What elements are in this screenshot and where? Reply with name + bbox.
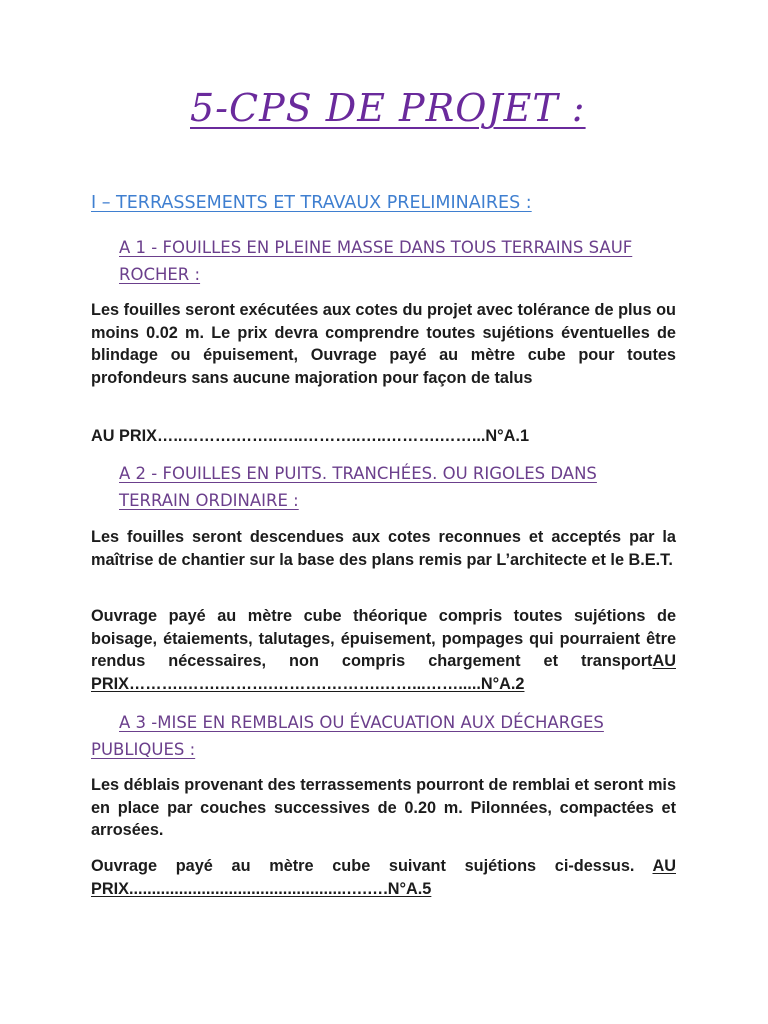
a2-body2 bbox=[91, 605, 676, 695]
a3-body2-text: Ouvrage payé au mètre cube suivant sujétions ci-dessus. bbox=[91, 857, 653, 875]
a3-body1: Les déblais provenant des terrassements pourront de remblai et seront mis en place par couches successives de 0.20 m. Pilonnées, compactées et arrosées. bbox=[91, 776, 676, 840]
a3-price: AU PRIX................................................….….N°A.5 bbox=[91, 857, 676, 898]
a2-body2-text: Ouvrage payé au mètre cube théorique compris toutes sujétions de boisage, étaiements, talutages, épuisement, pompages qui pourraient être rendus nécessaires, non compris chargement et transport bbox=[91, 607, 676, 671]
a2-heading bbox=[119, 460, 597, 514]
a3-heading bbox=[91, 709, 676, 763]
page-title: 5-CPS DE PROJET : bbox=[190, 86, 586, 130]
a1-price: AU PRIX…..……….……..…..………..…..……….……...N°A.1 bbox=[91, 427, 529, 445]
a3-heading-line1: A 3 -MISE EN REMBLAIS OU ÉVACUATION AUX DÉCHARGES bbox=[119, 713, 604, 732]
a2-heading-line1: A 2 - FOUILLES EN PUITS. TRANCHÉES. OU RIGOLES DANS bbox=[119, 464, 597, 483]
a1-heading-line1: A 1 - FOUILLES EN PLEINE MASSE DANS TOUS TERRAINS SAUF bbox=[119, 238, 633, 257]
a1-body: Les fouilles seront exécutées aux cotes du projet avec tolérance de plus ou moins 0.02 m. Le prix devra comprendre toutes sujétions éventuelles de blindage ou épuisement, Ouvrage payé au mètre cube pour toutes profondeurs sans aucune majoration pour façon de talus bbox=[91, 301, 676, 387]
a3-heading-line2: PUBLIQUES : bbox=[91, 740, 196, 759]
a3-body2 bbox=[91, 855, 676, 900]
a2-body1: Les fouilles seront descendues aux cotes reconnues et acceptés par la maîtrise de chantier sur la base des plans remis par L’architecte et le B.E.T. bbox=[91, 528, 676, 569]
a1-heading bbox=[119, 234, 632, 288]
a2-price: AU PRIX……….…….……….……….……….……...…….....N°A.2 bbox=[91, 652, 676, 693]
a1-heading-line2: ROCHER : bbox=[119, 265, 201, 284]
a2-heading-line2: TERRAIN ORDINAIRE : bbox=[119, 491, 299, 510]
section-heading: I – TERRASSEMENTS ET TRAVAUX PRELIMINAIRES : bbox=[91, 193, 532, 213]
